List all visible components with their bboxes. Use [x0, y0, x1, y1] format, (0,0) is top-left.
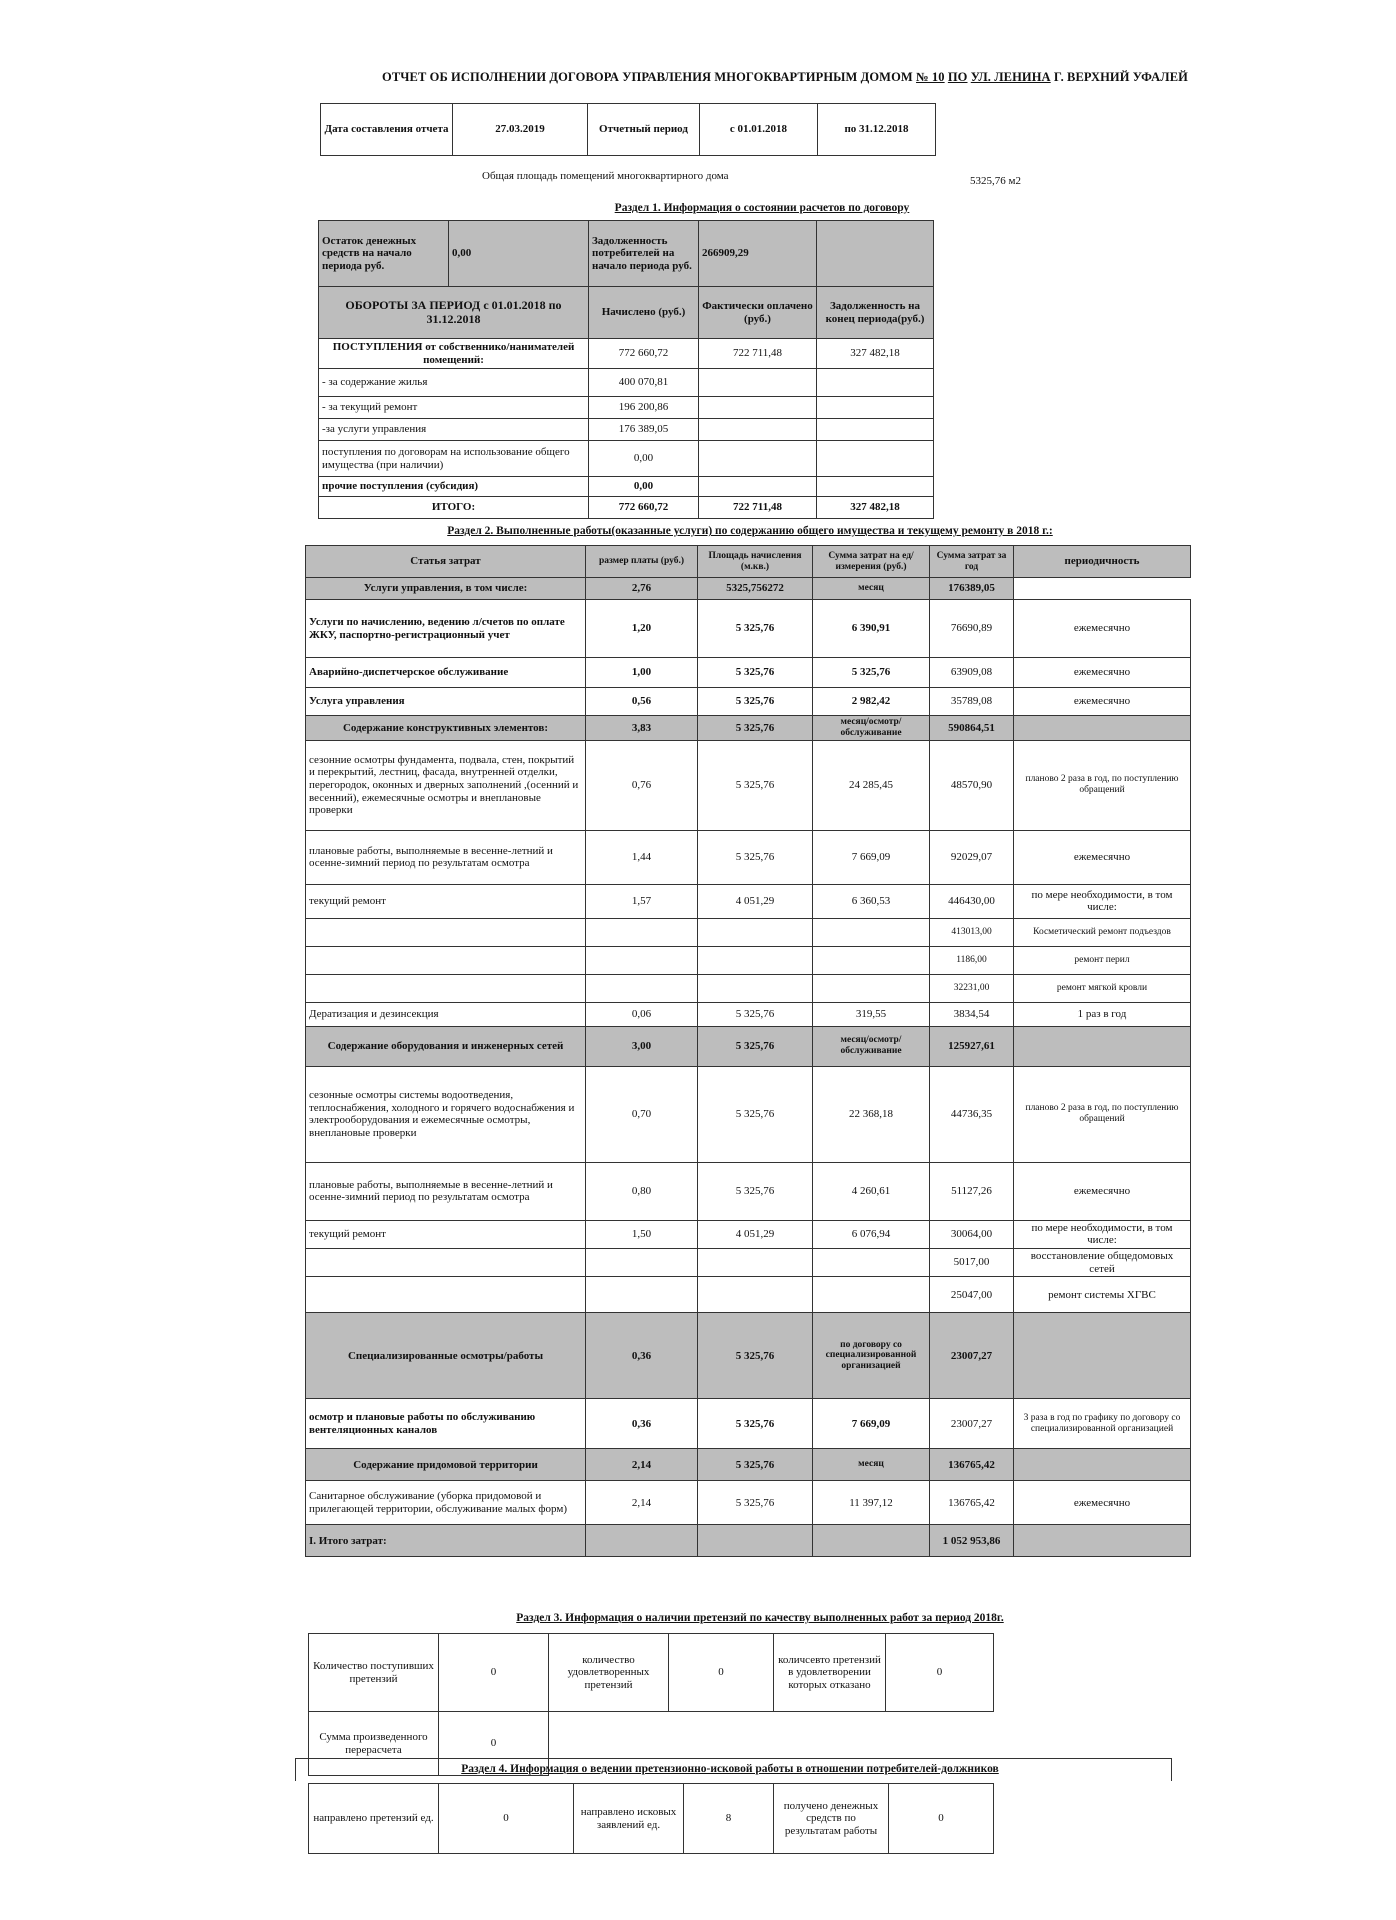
recalc-label: Сумма произведенного перерасчета: [309, 1712, 439, 1776]
item-year-sum: 63909,08: [930, 658, 1014, 688]
item-rate: 1,57: [586, 884, 698, 918]
row-label: прочие поступления (субсидия): [319, 477, 589, 497]
title-prefix: ОТЧЕТ ОБ ИСПОЛНЕНИИ ДОГОВОРА УПРАВЛЕНИЯ МНОГОКВАРТИРНЫМ ДОМОМ: [382, 70, 913, 84]
section2-row: [306, 1399, 1191, 1449]
item-name: сезонные осмотры системы водоотведения, теплоснабжения, холодного и горячего водоснабжения и электрооборудования и ежемесячные осмотры, внеплановые проверки: [306, 1066, 586, 1162]
section2-row: [306, 1026, 1191, 1066]
item-name: Содержание оборудования и инженерных сетей: [306, 1026, 586, 1066]
row-label: - за содержание жилья: [319, 369, 589, 397]
row-charged: 772 660,72: [589, 339, 699, 369]
row-paid: 722 711,48: [699, 497, 817, 519]
section2-row: [306, 1162, 1191, 1220]
item-period: ежемесячно: [1014, 600, 1191, 658]
section4-title: Раздел 4. Информация о ведении претензионно-исковой работы в отношении потребителей-должников: [461, 1763, 999, 1775]
section2-row: [306, 1066, 1191, 1162]
row-paid: [699, 369, 817, 397]
row-paid: [699, 441, 817, 477]
item-name: Содержание придомовой территории: [306, 1449, 586, 1481]
item-unit-cost: месяц/осмотр/обслуживание: [813, 716, 930, 741]
item-year-sum: 23007,27: [930, 1399, 1014, 1449]
period-to: по 31.12.2018: [818, 104, 936, 156]
item-name: Содержание конструктивных элементов:: [306, 716, 586, 741]
col-area: Площадь начисления (м.кв.): [698, 546, 813, 578]
item-area: 4 051,29: [698, 1220, 813, 1248]
row-debt: [817, 419, 934, 441]
section2-row: [306, 830, 1191, 884]
item-name: I. Итого затрат:: [306, 1525, 586, 1557]
item-year-sum: 30064,00: [930, 1220, 1014, 1248]
col-item: Статья затрат: [306, 546, 586, 578]
row-label: -за услуги управления: [319, 419, 589, 441]
item-unit-cost: [813, 1277, 930, 1313]
item-name: осмотр и плановые работы по обслуживанию вентеляционных каналов: [306, 1399, 586, 1449]
item-year-sum: 44736,35: [930, 1066, 1014, 1162]
item-name: Услуги управления, в том числе:: [306, 578, 586, 600]
section2-row: [306, 1277, 1191, 1313]
balance-label: Остаток денежных средств на начало периода руб.: [319, 221, 449, 287]
item-period: по мере необходимости, в том числе:: [1014, 1220, 1191, 1248]
item-unit-cost: месяц/осмотр/обслуживание: [813, 1026, 930, 1066]
item-rate: 0,06: [586, 1002, 698, 1026]
item-area: 4 051,29: [698, 884, 813, 918]
item-area: [698, 1525, 813, 1557]
item-year-sum: 413013,00: [930, 918, 1014, 946]
item-period: ежемесячно: [1014, 1162, 1191, 1220]
row-paid: [699, 477, 817, 497]
balance-value: 0,00: [449, 221, 589, 287]
row-label: - за текущий ремонт: [319, 397, 589, 419]
title-city: Г. ВЕРХНИЙ УФАЛЕЙ: [1053, 70, 1188, 84]
row-debt: [817, 477, 934, 497]
refused-claims-value: 0: [886, 1634, 994, 1712]
item-year-sum: 1 052 953,86: [930, 1525, 1014, 1557]
item-unit-cost: 4 260,61: [813, 1162, 930, 1220]
received-claims-label: Количество поступивших претензий: [309, 1634, 439, 1712]
row-debt: 327 482,18: [817, 497, 934, 519]
recalc-value: 0: [439, 1712, 549, 1776]
item-year-sum: 32231,00: [930, 974, 1014, 1002]
item-year-sum: 23007,27: [930, 1313, 1014, 1399]
item-rate: 2,14: [586, 1449, 698, 1481]
item-area: 5 325,76: [698, 1481, 813, 1525]
item-period: по мере необходимости, в том числе:: [1014, 884, 1191, 918]
item-name: текущий ремонт: [306, 884, 586, 918]
item-year-sum: 136765,42: [930, 1481, 1014, 1525]
item-period: ежемесячно: [1014, 1481, 1191, 1525]
item-year-sum: 136765,42: [930, 1449, 1014, 1481]
refused-claims-label: количсевто претензий в удовлетворении которых отказано: [774, 1634, 886, 1712]
item-name: плановые работы, выполняемые в весенне-летний и осенне-зимний период по результатам осмотра: [306, 1162, 586, 1220]
item-period: 3 раза в год по графику по договору со специализированной организацией: [1014, 1399, 1191, 1449]
col-rate: размер платы (руб.): [586, 546, 698, 578]
item-unit-cost: 2 982,42: [813, 688, 930, 716]
item-rate: 2,14: [586, 1481, 698, 1525]
lawsuits-sent-label: направлено исковых заявлений ед.: [574, 1784, 684, 1854]
item-rate: 2,76: [586, 578, 698, 600]
section1-row: [319, 419, 934, 441]
item-name: [306, 946, 586, 974]
item-rate: [586, 918, 698, 946]
section4-table: [308, 1783, 994, 1854]
item-name: Санитарное обслуживание (уборка придомовой и прилегающей территории, обслуживание малых форм): [306, 1481, 586, 1525]
section2-row: [306, 946, 1191, 974]
item-area: [698, 1277, 813, 1313]
section2-row: [306, 1249, 1191, 1277]
item-unit-cost: месяц: [813, 578, 930, 600]
item-rate: 0,56: [586, 688, 698, 716]
section2-row: [306, 1481, 1191, 1525]
item-area: 5 325,76: [698, 600, 813, 658]
item-unit-cost: 5 325,76: [813, 658, 930, 688]
section2-row: [306, 974, 1191, 1002]
item-year-sum: 51127,26: [930, 1162, 1014, 1220]
item-period: планово 2 раза в год, по поступлению обращений: [1014, 740, 1191, 830]
row-charged: 196 200,86: [589, 397, 699, 419]
item-name: [306, 1277, 586, 1313]
section2-title: Раздел 2. Выполненные работы(оказанные услуги) по содержанию общего имущества и текущему ремонту в 2018 г.:: [447, 525, 1053, 537]
row-charged: 0,00: [589, 477, 699, 497]
item-area: 5 325,76: [698, 1449, 813, 1481]
section3-title: Раздел 3. Информация о наличии претензий по качеству выполненных работ за период 2018г.: [516, 1612, 1004, 1624]
item-rate: 3,83: [586, 716, 698, 741]
section1-title: Раздел 1. Информация о состоянии расчетов по договору: [614, 202, 910, 214]
item-year-sum: 76690,89: [930, 600, 1014, 658]
section1-row: [319, 497, 934, 519]
item-rate: 1,44: [586, 830, 698, 884]
item-name: Услуги по начислению, ведению л/счетов по оплате ЖКУ, паспортно-регистрационный учет: [306, 600, 586, 658]
item-area: [698, 974, 813, 1002]
item-unit-cost: 6 076,94: [813, 1220, 930, 1248]
item-period: ремонт мягкой кровли: [1014, 974, 1191, 1002]
item-name: Аварийно-диспетчерское обслуживание: [306, 658, 586, 688]
satisfied-claims-value: 0: [669, 1634, 774, 1712]
item-period: [1014, 1026, 1191, 1066]
section2-row: [306, 1449, 1191, 1481]
item-year-sum: 25047,00: [930, 1277, 1014, 1313]
row-paid: [699, 419, 817, 441]
item-period: ежемесячно: [1014, 688, 1191, 716]
section1-row: [319, 477, 934, 497]
section3-table: [308, 1633, 994, 1776]
item-period: ежемесячно: [1014, 830, 1191, 884]
item-period: ремонт системы ХГВС: [1014, 1277, 1191, 1313]
claims-sent-value: 0: [439, 1784, 574, 1854]
item-unit-cost: 6 390,91: [813, 600, 930, 658]
row-charged: 0,00: [589, 441, 699, 477]
item-unit-cost: [813, 974, 930, 1002]
lawsuits-sent-value: 8: [684, 1784, 774, 1854]
item-rate: [586, 1249, 698, 1277]
item-rate: 0,80: [586, 1162, 698, 1220]
item-name: плановые работы, выполняемые в весенне-летний и осенне-зимний период по результатам осмотра: [306, 830, 586, 884]
item-rate: 0,70: [586, 1066, 698, 1162]
item-rate: 0,36: [586, 1399, 698, 1449]
item-name: [306, 974, 586, 1002]
item-rate: 0,76: [586, 740, 698, 830]
item-period: [1014, 1525, 1191, 1557]
section2-row: [306, 658, 1191, 688]
item-unit-cost: 7 669,09: [813, 1399, 930, 1449]
item-rate: 0,36: [586, 1313, 698, 1399]
money-received-label: получено денежных средств по результатам работы: [774, 1784, 889, 1854]
section2-row: [306, 918, 1191, 946]
section2-row: [306, 1220, 1191, 1248]
item-year-sum: 35789,08: [930, 688, 1014, 716]
item-unit-cost: 7 669,09: [813, 830, 930, 884]
item-area: 5 325,76: [698, 1026, 813, 1066]
section2-row: [306, 884, 1191, 918]
item-area: [698, 946, 813, 974]
row-charged: 772 660,72: [589, 497, 699, 519]
item-rate: 1,50: [586, 1220, 698, 1248]
item-unit-cost: 319,55: [813, 1002, 930, 1026]
row-debt: [817, 397, 934, 419]
item-unit-cost: 6 360,53: [813, 884, 930, 918]
item-area: 5 325,76: [698, 1313, 813, 1399]
item-area: 5 325,76: [698, 740, 813, 830]
item-area: [698, 918, 813, 946]
item-year-sum: 176389,05: [930, 578, 1014, 600]
area-value: 5325,76 м2: [970, 175, 1021, 187]
item-area: 5 325,76: [698, 1162, 813, 1220]
section1-row: [319, 369, 934, 397]
section2-row: [306, 600, 1191, 658]
item-unit-cost: [813, 1525, 930, 1557]
col-year-sum: Сумма затрат за год: [930, 546, 1014, 578]
item-period: Косметический ремонт подъездов: [1014, 918, 1191, 946]
item-unit-cost: [813, 1249, 930, 1277]
item-rate: [586, 974, 698, 1002]
date-value: 27.03.2019: [453, 104, 588, 156]
section2-row: [306, 688, 1191, 716]
row-debt: 327 482,18: [817, 339, 934, 369]
item-period: ремонт перил: [1014, 946, 1191, 974]
item-year-sum: 48570,90: [930, 740, 1014, 830]
section1-row: [319, 397, 934, 419]
col-debt-end: Задолженность на конец периода(руб.): [817, 287, 934, 339]
item-name: Специализированные осмотры/работы: [306, 1313, 586, 1399]
item-area: 5 325,76: [698, 1002, 813, 1026]
item-name: Услуга управления: [306, 688, 586, 716]
item-area: 5 325,76: [698, 658, 813, 688]
item-area: 5325,756272: [698, 578, 813, 600]
row-label: ПОСТУПЛЕНИЯ от собственнико/нанимателей помещений:: [319, 339, 589, 369]
item-name: [306, 1249, 586, 1277]
debt-start-value: 266909,29: [699, 221, 817, 287]
debt-start-empty: [817, 221, 934, 287]
item-year-sum: 5017,00: [930, 1249, 1014, 1277]
row-label: ИТОГО:: [319, 497, 589, 519]
item-year-sum: 3834,54: [930, 1002, 1014, 1026]
item-period: ежемесячно: [1014, 658, 1191, 688]
item-area: 5 325,76: [698, 1066, 813, 1162]
row-paid: 722 711,48: [699, 339, 817, 369]
row-debt: [817, 441, 934, 477]
item-name: текущий ремонт: [306, 1220, 586, 1248]
item-rate: 1,00: [586, 658, 698, 688]
row-label: поступления по договорам на использование общего имущества (при наличии): [319, 441, 589, 477]
item-unit-cost: по договору со специализированной организацией: [813, 1313, 930, 1399]
col-unit-cost: Сумма затрат на ед/измерения (руб.): [813, 546, 930, 578]
row-debt: [817, 369, 934, 397]
section2-row: [306, 740, 1191, 830]
item-rate: 3,00: [586, 1026, 698, 1066]
item-name: Дератизация и дезинсекция: [306, 1002, 586, 1026]
item-period: [1014, 1449, 1191, 1481]
period-label: Отчетный период: [588, 104, 700, 156]
title-house: № 10: [916, 70, 945, 84]
item-area: 5 325,76: [698, 716, 813, 741]
title-mid: ПО: [947, 70, 968, 84]
item-period: [1014, 1313, 1191, 1399]
item-rate: [586, 946, 698, 974]
item-period: 1 раз в год: [1014, 1002, 1191, 1026]
item-area: 5 325,76: [698, 830, 813, 884]
item-unit-cost: [813, 946, 930, 974]
item-year-sum: 446430,00: [930, 884, 1014, 918]
period-from: с 01.01.2018: [700, 104, 818, 156]
date-label: Дата составления отчета: [321, 104, 453, 156]
col-paid: Фактически оплачено (руб.): [699, 287, 817, 339]
item-year-sum: 125927,61: [930, 1026, 1014, 1066]
item-rate: [586, 1277, 698, 1313]
col-charged: Начислено (руб.): [589, 287, 699, 339]
row-charged: 400 070,81: [589, 369, 699, 397]
item-area: [698, 1249, 813, 1277]
debt-start-label: Задолженность потребителей на начало периода руб.: [589, 221, 699, 287]
money-received-value: 0: [889, 1784, 994, 1854]
satisfied-claims-label: количество удовлетворенных претензий: [549, 1634, 669, 1712]
section2-row: [306, 1313, 1191, 1399]
item-period: восстановление общедомовых сетей: [1014, 1249, 1191, 1277]
item-name: [306, 918, 586, 946]
section2-table: [305, 545, 1191, 1557]
title-street: УЛ. ЛЕНИНА: [970, 70, 1051, 84]
section1-table: [318, 220, 934, 519]
row-paid: [699, 397, 817, 419]
item-unit-cost: 11 397,12: [813, 1481, 930, 1525]
item-unit-cost: 24 285,45: [813, 740, 930, 830]
item-year-sum: 92029,07: [930, 830, 1014, 884]
report-title: [360, 70, 1210, 85]
item-unit-cost: 22 368,18: [813, 1066, 930, 1162]
item-area: 5 325,76: [698, 1399, 813, 1449]
turnover-label: ОБОРОТЫ ЗА ПЕРИОД с 01.01.2018 по 31.12.2018: [319, 287, 589, 339]
item-year-sum: 590864,51: [930, 716, 1014, 741]
section2-row: [306, 716, 1191, 741]
claims-sent-label: направлено претензий ед.: [309, 1784, 439, 1854]
section1-row: [319, 441, 934, 477]
item-rate: [586, 1525, 698, 1557]
item-period: планово 2 раза в год, по поступлению обращений: [1014, 1066, 1191, 1162]
section2-row: [306, 578, 1191, 600]
received-claims-value: 0: [439, 1634, 549, 1712]
section2-row: [306, 1002, 1191, 1026]
section1-row: [319, 339, 934, 369]
col-period: периодичность: [1014, 546, 1191, 578]
item-name: сезонние осмотры фундамента, подвала, стен, покрытий и перекрытий, лестниц, фасада, внутренней отделки, перегородок, оконных и дверных заполнений ,(осенний и весенний), ежемесячные осмотры и внеплановые проверки: [306, 740, 586, 830]
area-label: Общая площадь помещений многоквартирного дома: [482, 170, 729, 182]
item-rate: 1,20: [586, 600, 698, 658]
report-period-table: [320, 103, 936, 156]
row-charged: 176 389,05: [589, 419, 699, 441]
section2-row: [306, 1525, 1191, 1557]
item-year-sum: 1186,00: [930, 946, 1014, 974]
item-period: [1014, 716, 1191, 741]
item-area: 5 325,76: [698, 688, 813, 716]
item-unit-cost: [813, 918, 930, 946]
item-unit-cost: месяц: [813, 1449, 930, 1481]
